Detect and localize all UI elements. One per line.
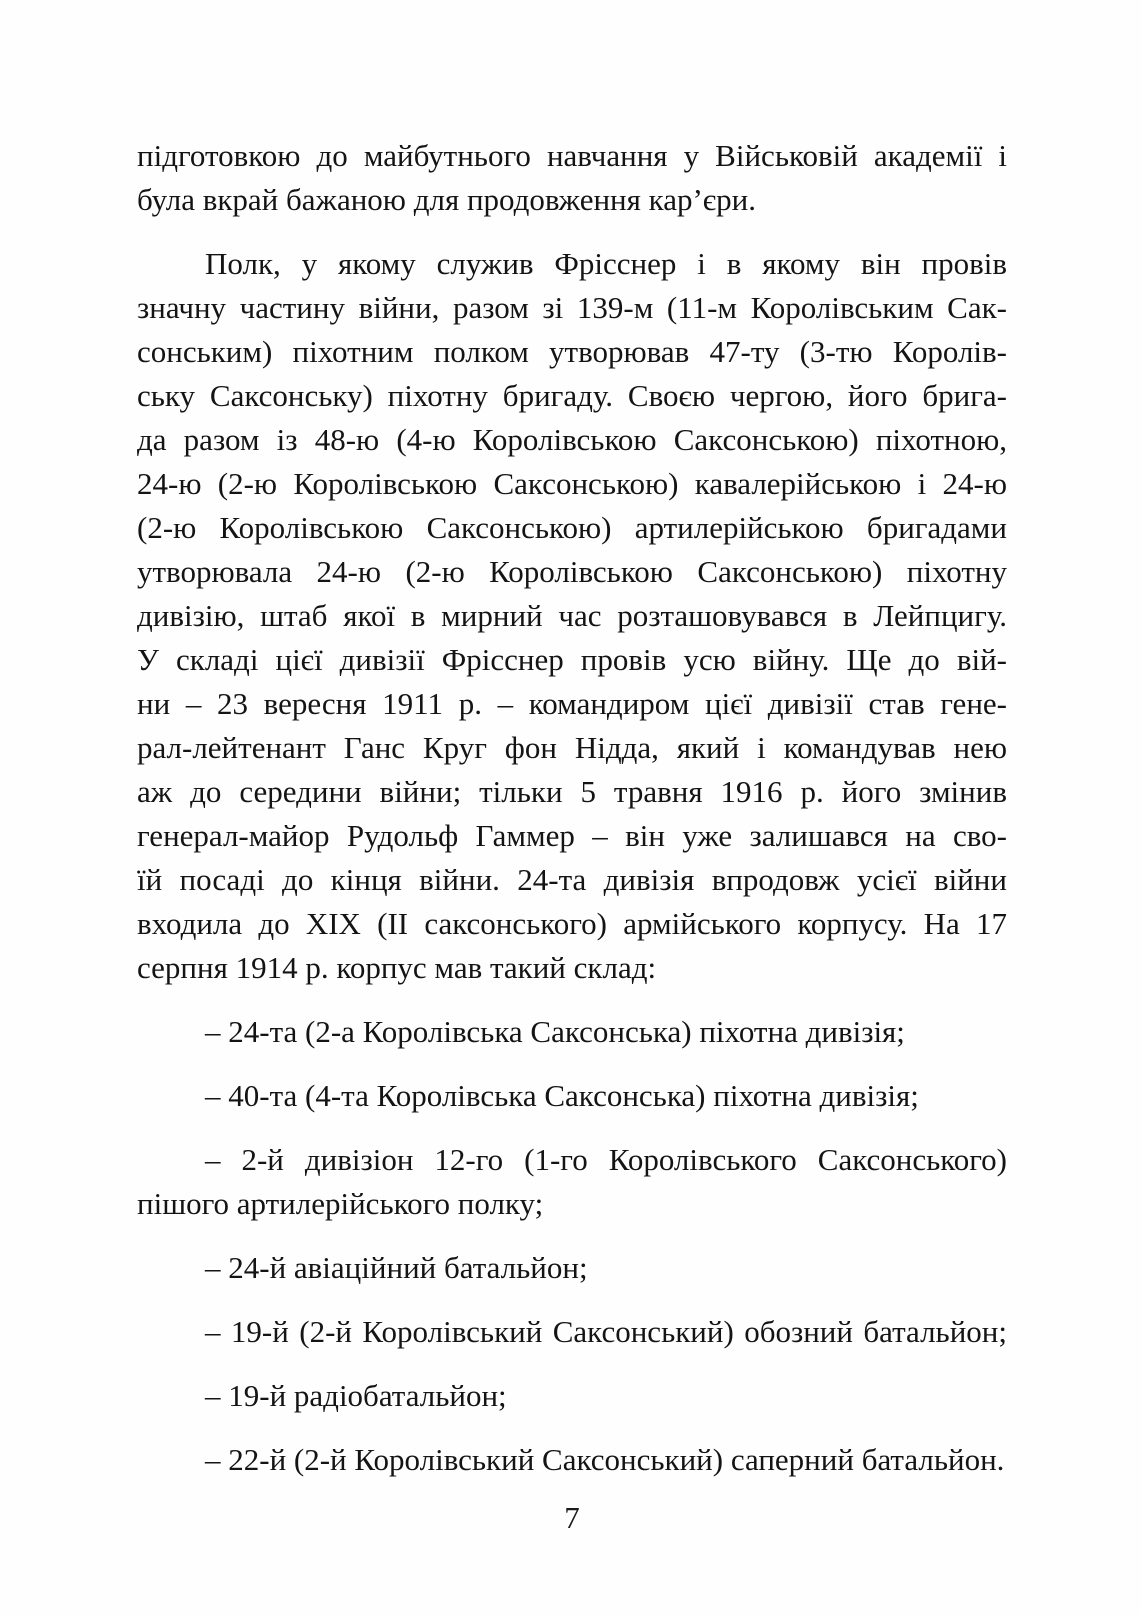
text-line: – 24-та (2-а Королівська Саксонська) піхотна дивізія; bbox=[205, 1014, 905, 1049]
text-line: підготовкою до майбутнього навчання у Військовій академії і bbox=[137, 138, 1007, 173]
text-line: – 19-й (2-й Королівський Саксонський) обозний батальйон; bbox=[205, 1314, 1007, 1349]
paragraph-regiment bbox=[137, 242, 1007, 990]
text-line: – 24-й авіаційний батальйон; bbox=[205, 1250, 588, 1285]
text-line: значну частину війни, разом зі 139-м (11-м Королівським Сак- bbox=[137, 290, 1007, 325]
list-item-24-infantry-division bbox=[137, 1010, 1007, 1054]
text-line: – 22-й (2-й Королівський Саксонський) саперний батальйон. bbox=[205, 1442, 1005, 1477]
text-line: (2-ю Королівською Саксонською) артилерійською бригадами bbox=[137, 510, 1007, 545]
text-line: входила до XIX (II саксонського) армійського корпусу. На 17 bbox=[137, 906, 1007, 941]
text-line: ську Саксонську) піхотну бригаду. Своєю чергою, його брига- bbox=[137, 378, 1007, 413]
text-line: – 40-та (4-та Королівська Саксонська) піхотна дивізія; bbox=[205, 1078, 919, 1113]
list-item-40-infantry-division bbox=[137, 1074, 1007, 1118]
text-line: – 2-й дивізіон 12-го (1-го Королівського Саксонського) bbox=[205, 1142, 1007, 1177]
page-footer bbox=[137, 1496, 1007, 1540]
text-line: – 19-й радіобатальйон; bbox=[205, 1378, 507, 1413]
text-line: рал-лейтенант Ганс Круг фон Нідда, який і командував нею bbox=[137, 730, 1007, 765]
text-line: була вкрай бажаною для продовження кар’єри. bbox=[137, 182, 756, 217]
text-line: Полк, у якому служив Фрісснер і в якому він провів bbox=[205, 246, 1007, 281]
text-line: аж до середини війни; тільки 5 травня 1916 р. його змінив bbox=[137, 774, 1007, 809]
list-item-2-artillery-battalion bbox=[137, 1138, 1007, 1226]
text-line: пішого артилерійського полку; bbox=[137, 1186, 544, 1221]
text-line: да разом із 48-ю (4-ю Королівською Саксонською) піхотною, bbox=[137, 422, 1007, 457]
text-line: утворювала 24-ю (2-ю Королівською Саксонською) піхотну bbox=[137, 554, 1007, 589]
list-item-22-sapper-battalion bbox=[137, 1438, 1007, 1482]
paragraph-continuation bbox=[137, 134, 1007, 222]
list-item-19-train-battalion bbox=[137, 1310, 1007, 1354]
text-line: сонським) піхотним полком утворював 47-ту (3-тю Королів- bbox=[137, 334, 1007, 369]
list-item-19-radio-battalion bbox=[137, 1374, 1007, 1418]
list-item-24-aviation-battalion bbox=[137, 1246, 1007, 1290]
page-number: 7 bbox=[564, 1500, 580, 1535]
text-line: дивізію, штаб якої в мирний час розташовувався в Лейпцигу. bbox=[137, 598, 1007, 633]
text-line: їй посаді до кінця війни. 24-та дивізія впродовж усієї війни bbox=[137, 862, 1007, 897]
text-line: У складі цієї дивізії Фрісснер провів усю війну. Ще до вій- bbox=[137, 642, 1007, 677]
text-line: серпня 1914 р. корпус мав такий склад: bbox=[137, 950, 657, 985]
text-line: генерал-майор Рудольф Гаммер – він уже залишався на сво- bbox=[137, 818, 1007, 853]
text-line: ни – 23 вересня 1911 р. – командиром цієї дивізії став гене- bbox=[137, 686, 1007, 721]
text-line: 24-ю (2-ю Королівською Саксонською) кавалерійською і 24-ю bbox=[137, 466, 1007, 501]
text-block bbox=[137, 134, 1007, 1482]
